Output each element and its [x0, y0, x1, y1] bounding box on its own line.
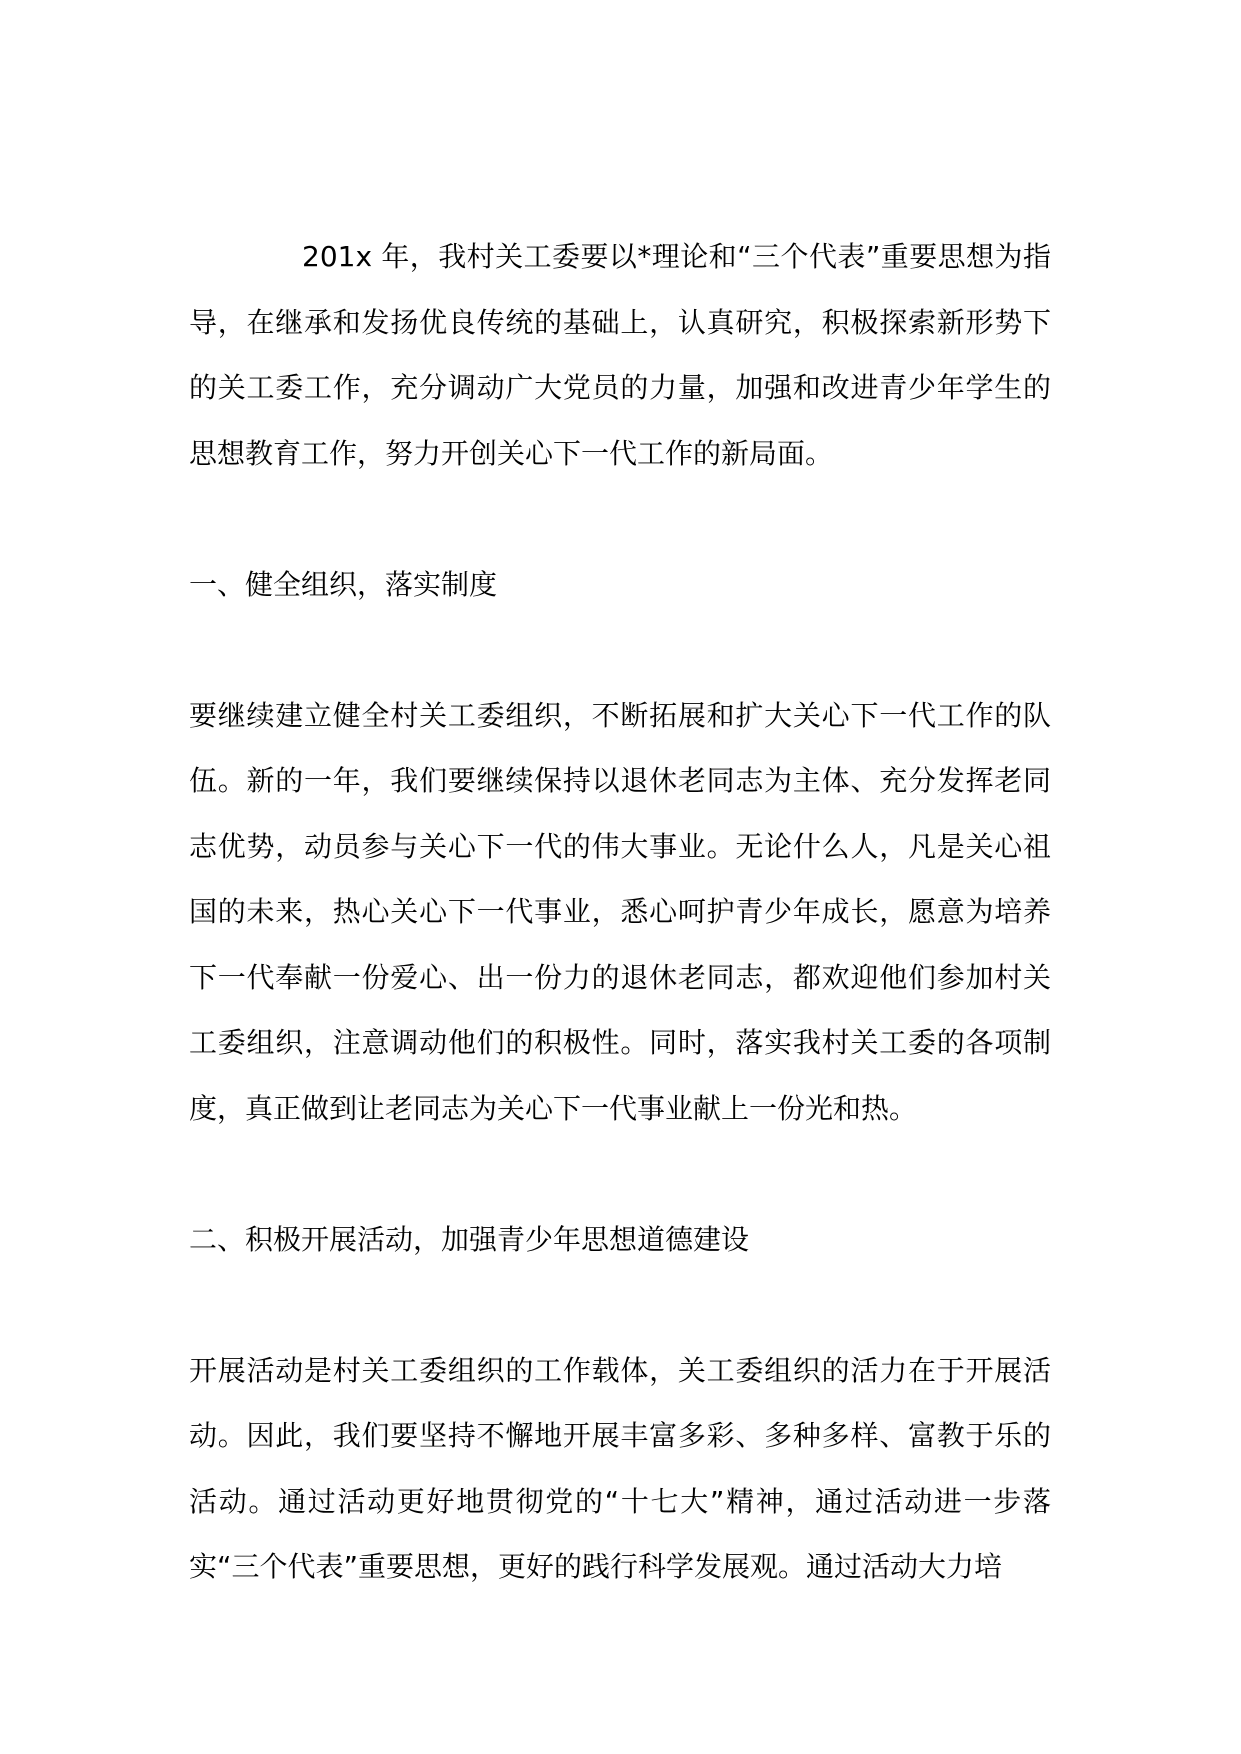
section-2-paragraph: 开展活动是村关工委组织的工作载体，关工委组织的活力在于开展活动。因此，我们要坚持不懈地开展丰富多彩、多种多样、富教于乐的活动。通过活动更好地贯彻党的“十七大”精神，通过活动进一步落实“三个代表”重要思想，更好的践行科学发展观。通过活动大力培: [189, 1353, 1051, 1583]
section-heading-2: 二、积极开展活动，加强青少年思想道德建设: [189, 1222, 750, 1256]
document-body: [189, 224, 1051, 1600]
paragraph-spacer: [189, 617, 1051, 683]
section-heading-1: 一、健全组织，落实制度: [189, 567, 498, 601]
paragraph-spacer: [189, 1272, 1051, 1338]
section-1-paragraph: 要继续建立健全村关工委组织，不断拓展和扩大关心下一代工作的队伍。新的一年，我们要继续保持以退休老同志为主体、充分发挥老同志优势，动员参与关心下一代的伟大事业。无论什么人，凡是关心祖国的未来，热心关心下一代事业，悉心呵护青少年成长，愿意为培养下一代奉献一份爱心、出一份力的退休老同志，都欢迎他们参加村关工委组织，注意调动他们的积极性。同时，落实我村关工委的各项制度，真正做到让老同志为关心下一代事业献上一份光和热。: [189, 698, 1051, 1125]
paragraph-spacer: [189, 1141, 1051, 1207]
intro-paragraph: 201x 年，我村关工委要以*理论和“三个代表”重要思想为指导，在继承和发扬优良传统的基础上，认真研究，积极探索新形势下的关工委工作，充分调动广大党员的力量，加强和改进青少年学生的思想教育工作，努力开创关心下一代工作的新局面。: [189, 240, 1051, 470]
paragraph-spacer: [189, 486, 1051, 552]
